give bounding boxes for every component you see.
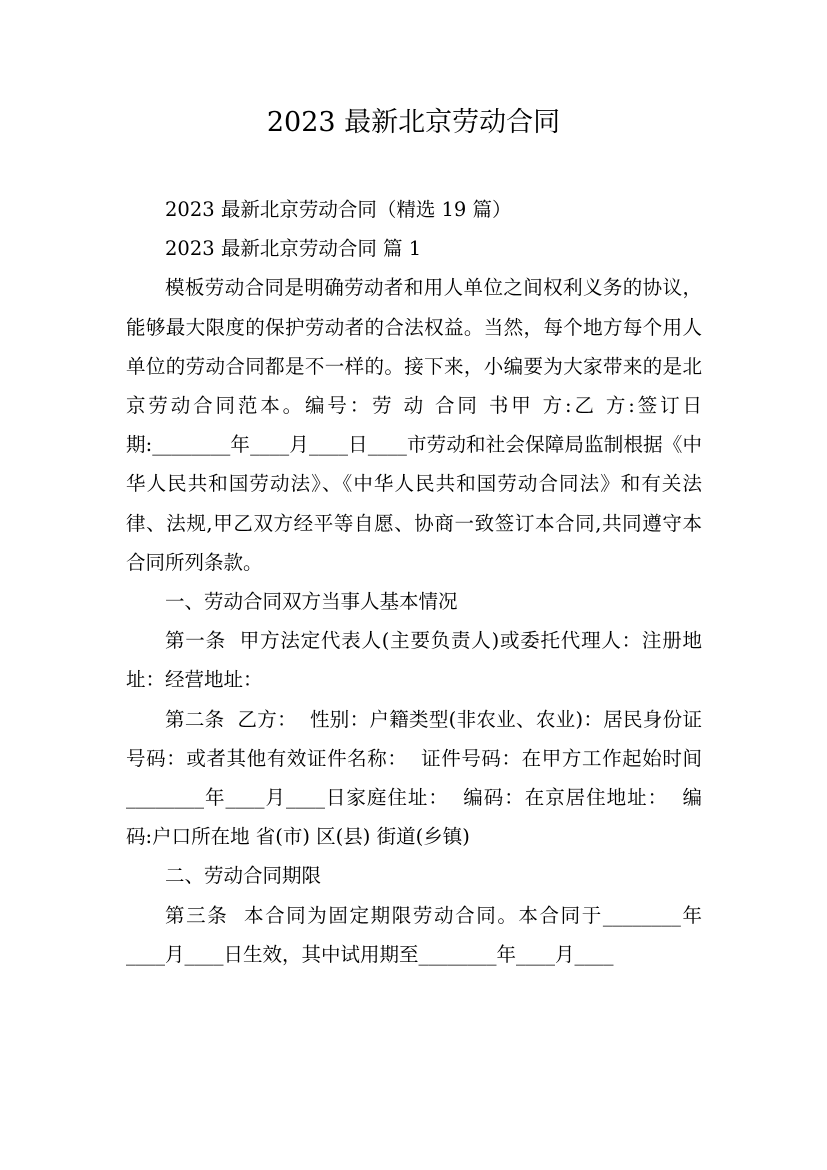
intro-paragraph: 模板劳动合同是明确劳动者和用人单位之间权利义务的协议，能够最大限度的保护劳动者的合法权益。当然，每个地方每个用人单位的劳动合同都是不一样的。接下来，小编要为大家带来的是北京劳动合同范本。编号：劳 动 合同 书甲 方:乙 方:签订日期:________年____月____日____市劳动和社会保障局监制根据《中华人民共和国劳动法》、《中华人民共和国劳动合同法》和有关法律、法规,甲乙双方经平等自愿、协商一致签订本合同,共同遵守本合同所列条款。 [126, 276, 702, 574]
article-one-paragraph: 第一条 甲方法定代表人(主要负责人)或委托代理人：注册地址：经营地址： [126, 629, 702, 692]
article-two-paragraph: 第二条 乙方： 性别：户籍类型(非农业、农业)：居民身份证号码：或者其他有效证件名称： 证件号码：在甲方工作起始时间________年____月____日家庭住址： 编码：在京居住地址： 编码:户口所在地 省(市) 区(县) 街道(乡镇) [126, 707, 702, 849]
section-one-heading: 一、劳动合同双方当事人基本情况 [165, 590, 458, 614]
document-body [126, 190, 702, 974]
article-three-paragraph: 第三条 本合同为固定期限劳动合同。本合同于________年____月____日生效，其中试用期至________年____月____ [126, 903, 702, 966]
document-title: 2023 最新北京劳动合同 [266, 107, 561, 138]
section-heading-paragraph: 2023 最新北京劳动合同 篇 1 [165, 237, 422, 261]
subtitle-paragraph: 2023 最新北京劳动合同（精选 19 篇） [165, 198, 512, 221]
section-two-heading: 二、劳动合同期限 [165, 864, 322, 888]
